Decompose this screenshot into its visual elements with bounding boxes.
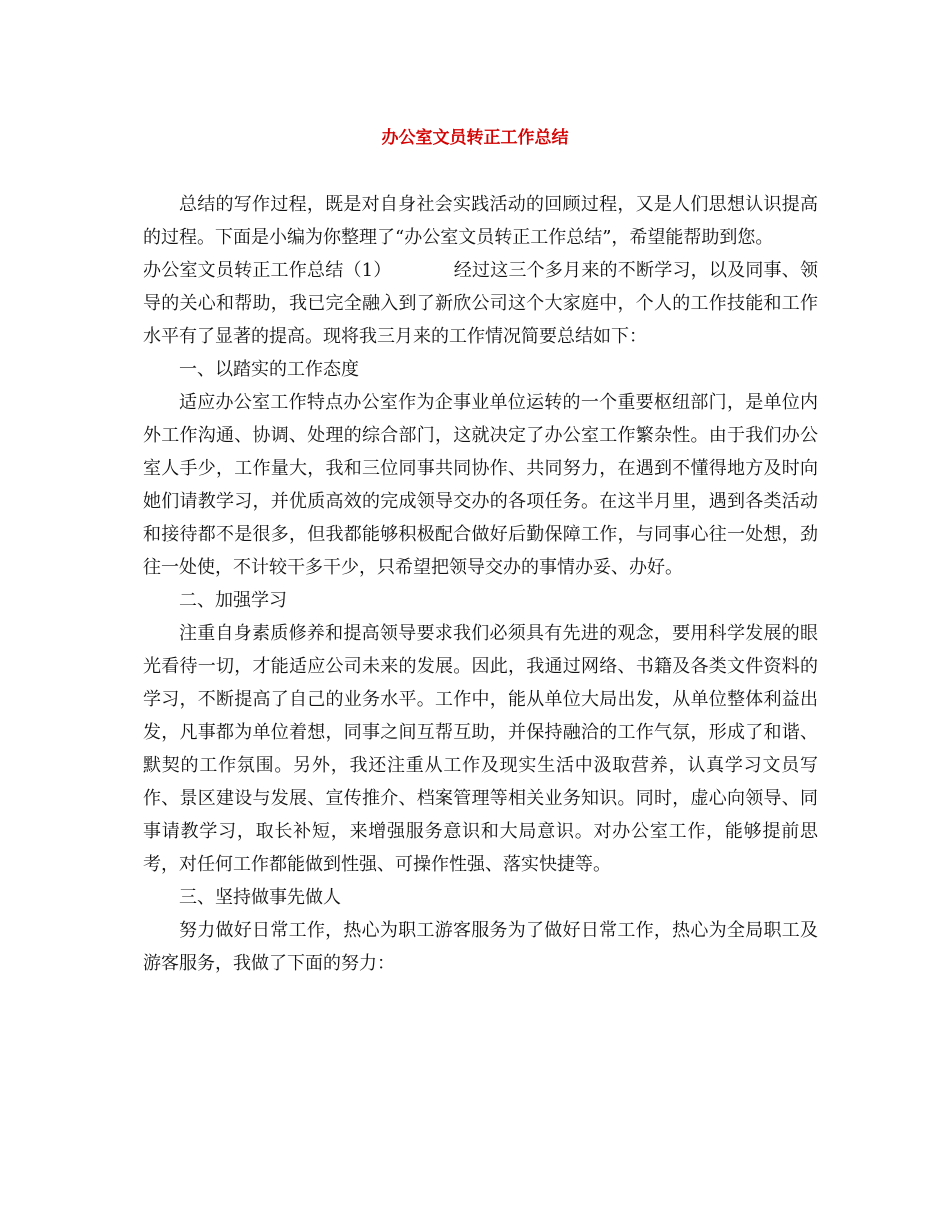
section-heading-2: 二、加强学习 <box>179 590 287 611</box>
section-heading-1: 一、以踏实的工作态度 <box>179 359 359 380</box>
intro-paragraph: 总结的写作过程，既是对自身社会实践活动的回顾过程，又是人们思想认识提高的过程。下面是小编为你整理了“办公室文员转正工作总结”，希望能帮助到您。 <box>143 194 818 248</box>
document-title: 办公室文员转正工作总结 <box>381 128 569 148</box>
section-body-3: 努力做好日常工作，热心为职工游客服务为了做好日常工作，热心为全局职工及游客服务，我做了下面的努力： <box>143 920 818 974</box>
section-body-2: 注重自身素质修养和提高领导要求我们必须具有先进的观念，要用科学发展的眼光看待一切，才能适应公司未来的发展。因此，我通过网络、书籍及各类文件资料的学习，不断提高了自己的业务水平。工作中，能从单位大局出发，从单位整体利益出发，凡事都为单位着想，同事之间互帮互助，并保持融洽的工作气氛，形成了和谐、默契的工作氛围。另外，我还注重从工作及现实生活中汲取营养，认真学习文员写作、景区建设与发展、宣传推介、档案管理等相关业务知识。同时，虚心向领导、同事请教学习，取长补短，来增强服务意识和大局意识。对办公室工作，能够提前思考，对任何工作都能做到性强、可操作性强、落实快捷等。 <box>143 623 818 875</box>
section-body-1: 适应办公室工作特点办公室作为企事业单位运转的一个重要枢纽部门，是单位内外工作沟通、协调、处理的综合部门，这就决定了办公室工作繁杂性。由于我们办公室人手少，工作量大，我和三位同事共同协作、共同努力，在遇到不懂得地方及时向她们请教学习，并优质高效的完成领导交办的各项任务。在这半月里，遇到各类活动和接待都不是很多，但我都能够积极配合做好后勤保障工作，与同事心往一处想，劲往一处使，不计较干多干少，只希望把领导交办的事情办妥、办好。 <box>143 392 818 578</box>
section-heading-3: 三、坚持做事先做人 <box>179 887 341 908</box>
opening-text: 经过这三个多月来的不断学习，以及同事、领导的关心和帮助，我已完全融入到了新欣公司这个大家庭中，个人的工作技能和工作水平有了显著的提高。现将我三月来的工作情况简要总结如下： <box>143 260 818 347</box>
opening-paragraph <box>143 254 818 353</box>
document-body <box>143 188 818 980</box>
sub-title: 办公室文员转正工作总结（1） <box>143 260 392 281</box>
